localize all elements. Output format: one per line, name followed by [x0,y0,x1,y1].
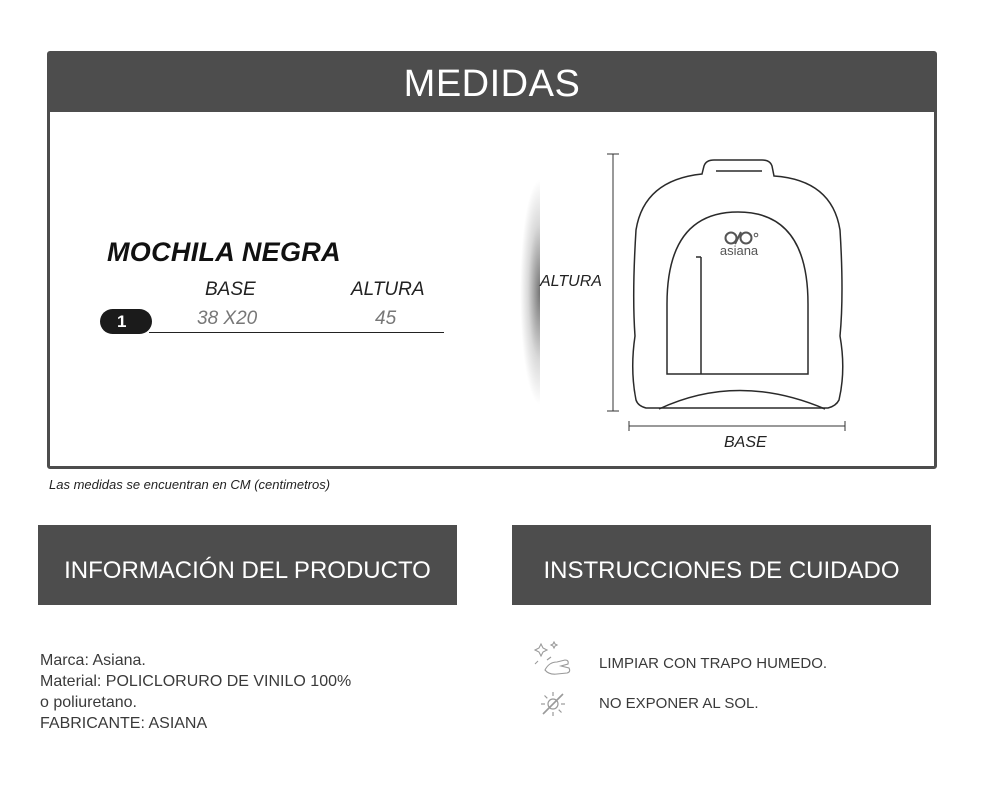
product-info-body [40,650,351,734]
info-line-material-alt: o poliuretano. [40,694,137,711]
column-header-altura: ALTURA [351,279,425,300]
diagram-label-base: BASE [724,434,767,451]
brand-logo [720,232,759,258]
no-sun-icon [539,690,567,718]
product-info-header: INFORMACIÓN DEL PRODUCTO [38,525,457,605]
info-line-brand: Marca: Asiana. [40,652,146,669]
column-header-base: BASE [205,279,256,300]
row-value-base: 38 X20 [197,308,258,329]
care-item-clean: LIMPIAR CON TRAPO HUMEDO. [599,655,828,672]
altura-dimension-line [607,154,619,411]
measurement-note: Las medidas se encuentran en CM (centimetros) [49,477,331,492]
backpack-diagram [50,54,934,466]
measurements-title: MEDIDAS [50,54,934,112]
row-value-altura: 45 [375,308,397,329]
info-line-manufacturer: FABRICANTE: ASIANA [40,715,208,732]
hand-wipe-icon [531,640,575,680]
backpack-outline [633,160,843,409]
care-instructions-header: INSTRUCCIONES DE CUIDADO [512,525,931,605]
brand-logo-text: asiana [719,243,759,258]
care-item-no-sun: NO EXPONER AL SOL. [599,695,759,712]
measurements-card [47,51,937,469]
base-dimension-line [629,421,845,431]
row-index-badge: 1 [100,309,152,334]
info-line-material: Material: POLICLORURO DE VINILO 100% [40,673,352,690]
diagram-label-altura: ALTURA [540,273,602,290]
product-name: MOCHILA NEGRA [107,237,341,267]
